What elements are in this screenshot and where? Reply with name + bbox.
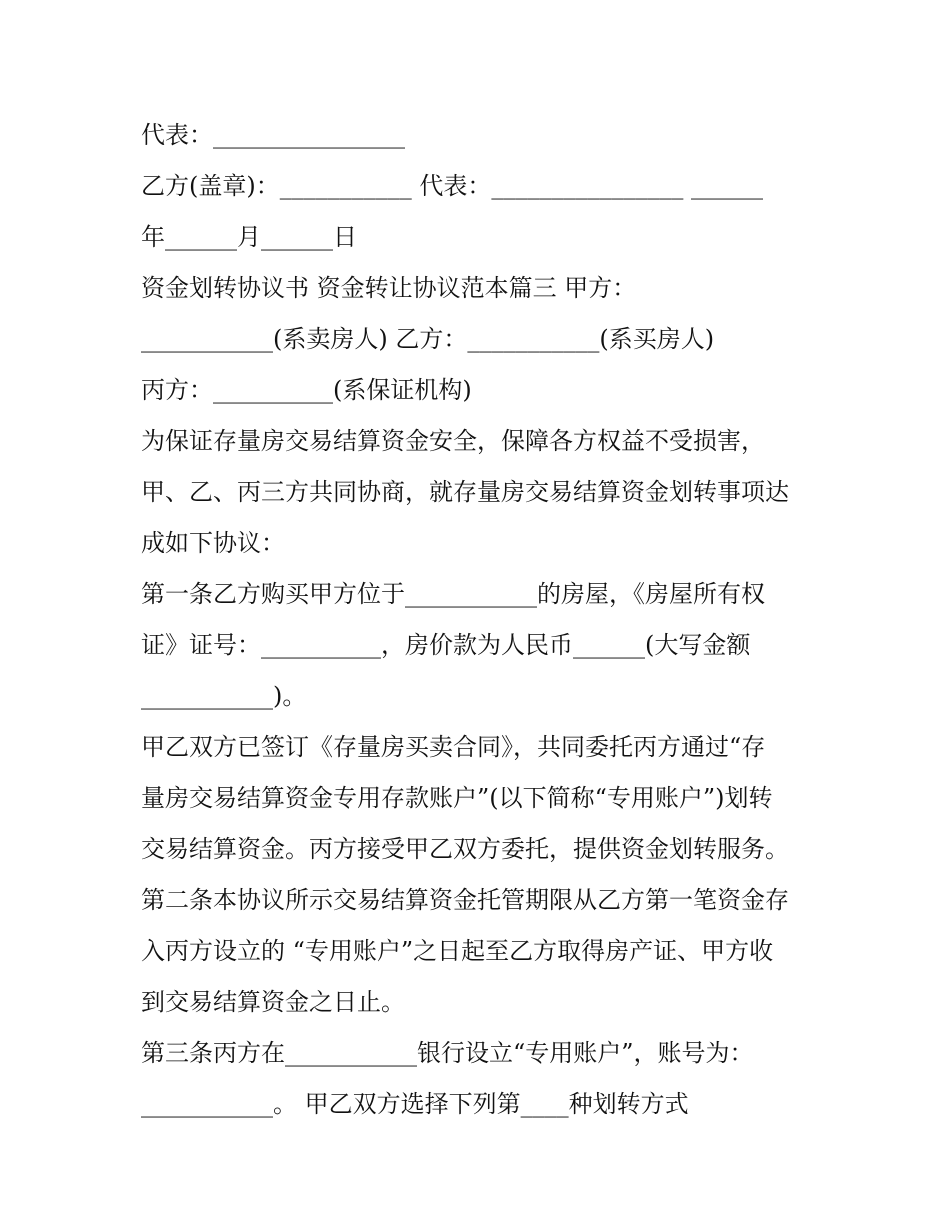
agreement-paragraph-line: 甲乙双方已签订《存量房买卖合同》，共同委托丙方通过“存 bbox=[141, 733, 766, 761]
article-two-line: 入丙方设立的 “专用账户”之日起至乙方取得房产证、甲方收 bbox=[141, 937, 774, 965]
paragraph-line: 为保证存量房交易结算资金安全，保障各方权益不受损害， bbox=[141, 427, 765, 455]
seller-buyer-line: ___________(系卖房人) 乙方：___________(系买房人) bbox=[141, 325, 715, 353]
article-three-line: ___________。 甲乙双方选择下列第____种划转方式 bbox=[141, 1090, 689, 1118]
article-two-line: 到交易结算资金之日止。 bbox=[141, 988, 405, 1016]
article-one-line: ___________)。 bbox=[141, 682, 307, 710]
article-one-line: 第一条乙方购买甲方位于___________的房屋，《房屋所有权 bbox=[141, 580, 765, 608]
article-three-line: 第三条丙方在___________银行设立“专用账户”，账号为： bbox=[141, 1039, 754, 1067]
article-one-line: 证》证号：__________，房价款为人民币______(大写金额 bbox=[141, 631, 751, 659]
guarantor-line: 丙方：__________(系保证机构) bbox=[141, 376, 472, 404]
article-two-line: 第二条本协议所示交易结算资金托管期限从乙方第一笔资金存 bbox=[141, 886, 789, 914]
agreement-paragraph-line: 量房交易结算资金专用存款账户”(以下简称“专用账户”)划转 bbox=[141, 784, 773, 812]
paragraph-line: 成如下协议： bbox=[141, 529, 285, 557]
paragraph-line: 甲、乙、丙三方共同协商，就存量房交易结算资金划转事项达 bbox=[141, 478, 789, 506]
representative-line: 代表：________________ bbox=[141, 121, 405, 149]
document-body bbox=[141, 110, 821, 1130]
section-title-line: 资金划转协议书 资金转让协议范本篇三 甲方： bbox=[141, 274, 637, 302]
date-line: 年______月______日 bbox=[141, 223, 357, 251]
agreement-paragraph-line: 交易结算资金。丙方接受甲乙双方委托，提供资金划转服务。 bbox=[141, 835, 789, 863]
party-b-seal-line: 乙方(盖章)：___________ 代表：________________ ______ bbox=[141, 172, 763, 200]
